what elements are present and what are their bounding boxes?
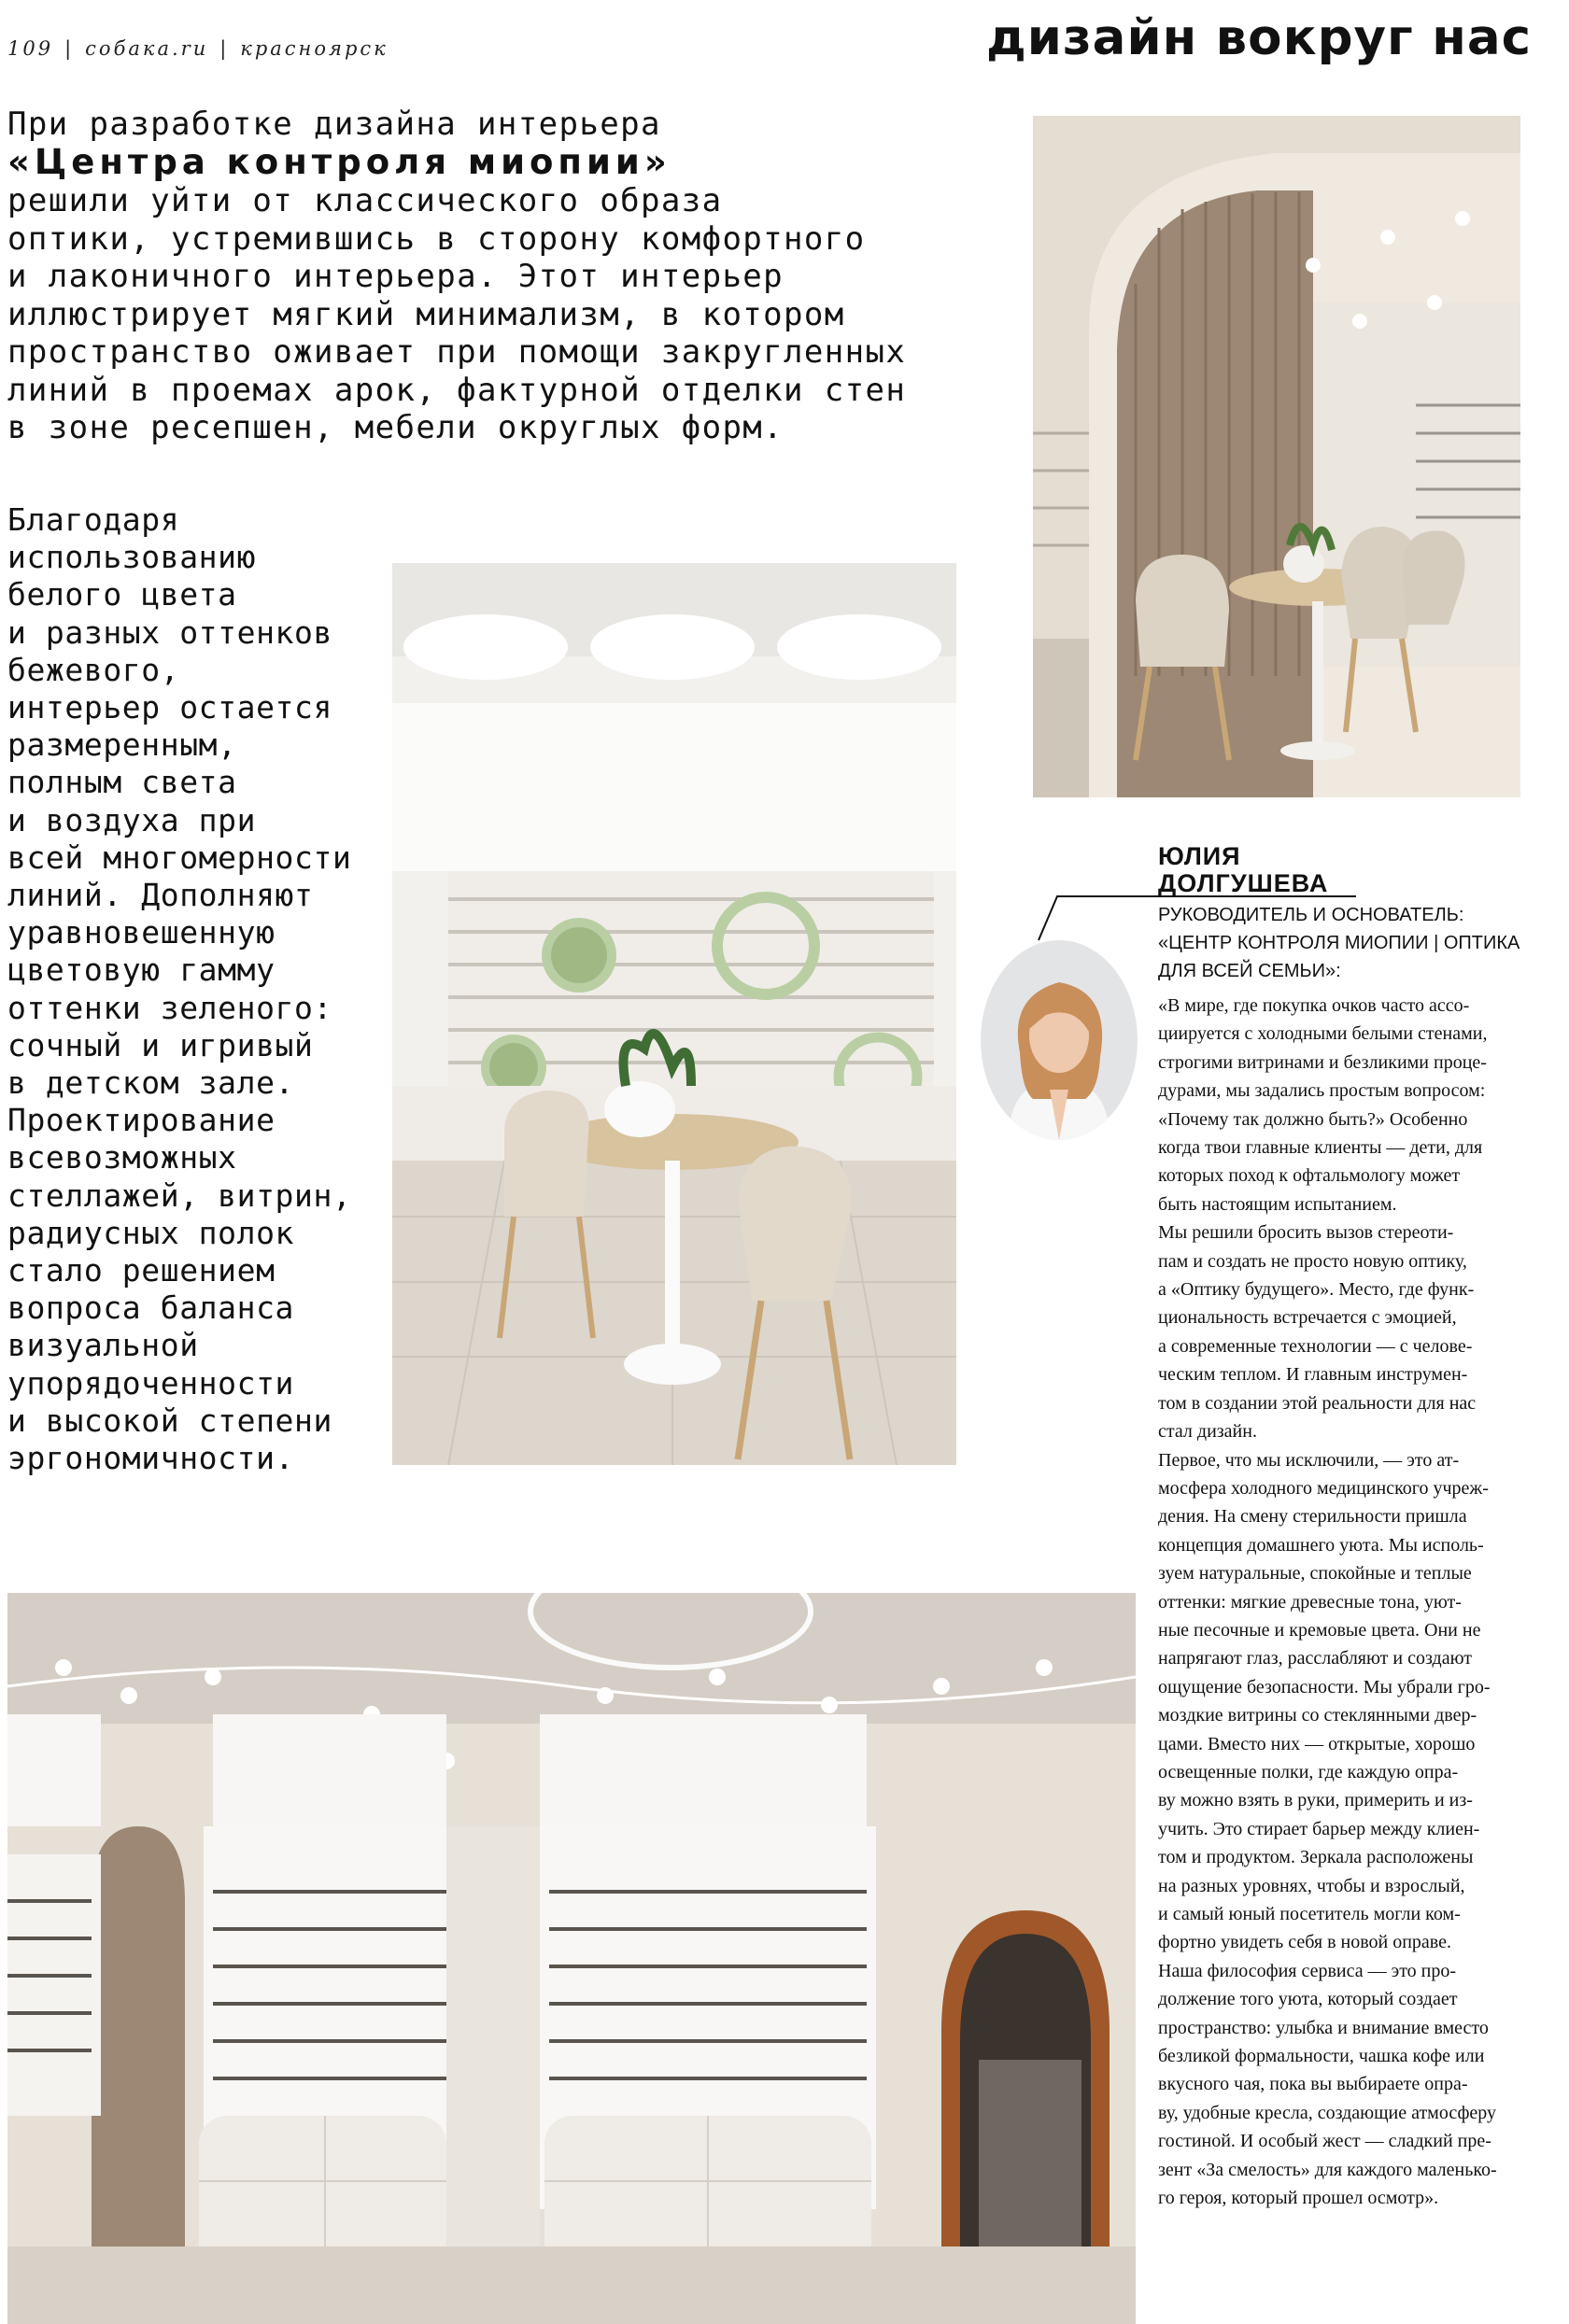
photo-arch-showroom — [7, 1593, 1136, 2324]
folio: 109 | собака.ru | красноярск — [7, 37, 389, 60]
page-number: 109 — [7, 37, 54, 60]
photo-curtain-room — [1033, 116, 1520, 797]
author-role: РУКОВОДИТЕЛЬ И ОСНОВАТЕЛЬ: «ЦЕНТР КОНТРОЛЯ МИОПИИ | ОПТИКА ДЛЯ ВСЕЙ СЕМЬИ»: — [1158, 905, 1520, 981]
author-quote: «В мире, где покупка очков часто ассо- циируется с холодными белыми стенами, строгими витринами и безликими проце- дурами, мы задались простым вопросом: «Почему так должно быть?» Особенно когда твои главные клиенты — дети, для которых поход к офтальмологу может быть настоящим испытанием. Мы решили бросить вызов стереоти- пам и создать не просто новую оптику, а «Оптику будущего». Место, где функ- циональность встречается с эмоцией, а современные технологии — с челове- ческим теплом. И главным инструмен- том в создании этой реальности для нас стал дизайн. Первое, что мы исключили, — это ат- мосфера холодного медицинского учреж- дения. На смену стерильности пришла концепция домашнего уюта. Мы исполь- зуем натуральные, спокойные и теплые оттенки: мягкие древесные тона, уют- ные песочные и кремовые цвета. Они не напрягают глаз, расслабляют и создают ощущение безопасности. Мы убрали гро- моздкие витрины со стеклянными двер- цами. Вместо них — открытые, хорошо освещенные полки, где каждую опра- ву можно взять в руки, примерить и из- учить. Это стирает барьер между клиен- том и продуктом. Зеркала расположены на разных уровнях, чтобы и взрослый, и самый юный посетитель могли ком- фортно увидеть себя в новой оправе. Наша философия сервиса — это про- должение того уюта, который создает пространство: улыбка и внимание вместо безликой формальности, чашка кофе или вкусного чая, пока вы выбираете опра- ву, удобные кресла, создающие атмосферу гостиной. И особый жест — сладкий пре- зент «За смелость» для каждого маленько- го героя, который прошел осмотр». — [1158, 995, 1497, 2209]
magazine-name: собака.ru — [85, 37, 209, 60]
photo-green-shelves — [392, 563, 956, 1465]
lead-rest: решили уйти от классического образа оптики, устремившись в сторону комфортного и лаконичного интерьера. Этот интерьер иллюстрирует мягкий минимализм, в котором пространство оживает при помощи закругленных линий в проемах арок, фактурной отделки стен в зоне ресепшен, мебели округлых форм. — [7, 182, 907, 446]
author-portrait — [981, 940, 1138, 1140]
section-title: дизайн вокруг нас — [985, 9, 1532, 66]
lead-brand-name: «Центра контроля миопии» — [7, 141, 671, 182]
author-name: ЮЛИЯ ДОЛГУШЕВА — [1158, 842, 1329, 897]
city-name: красноярск — [240, 37, 389, 60]
body-left-column: Благодаря использованию белого цвета и разных оттенков бежевого, интерьер остается размеренным, полным света и воздуха при всей многомерности линий. Дополняют уравновешенную цветовую гамму оттенки зеленого: сочный и игривый в детском зале. Проектирование всевозможных стеллажей, витрин, радиусных полок стало решением вопроса баланса визуальной упорядоченности и высокой степени эргономичности. — [7, 501, 352, 1477]
lead-paragraph — [7, 106, 997, 447]
lead-line-1: При разработке дизайна интерьера — [7, 106, 661, 143]
